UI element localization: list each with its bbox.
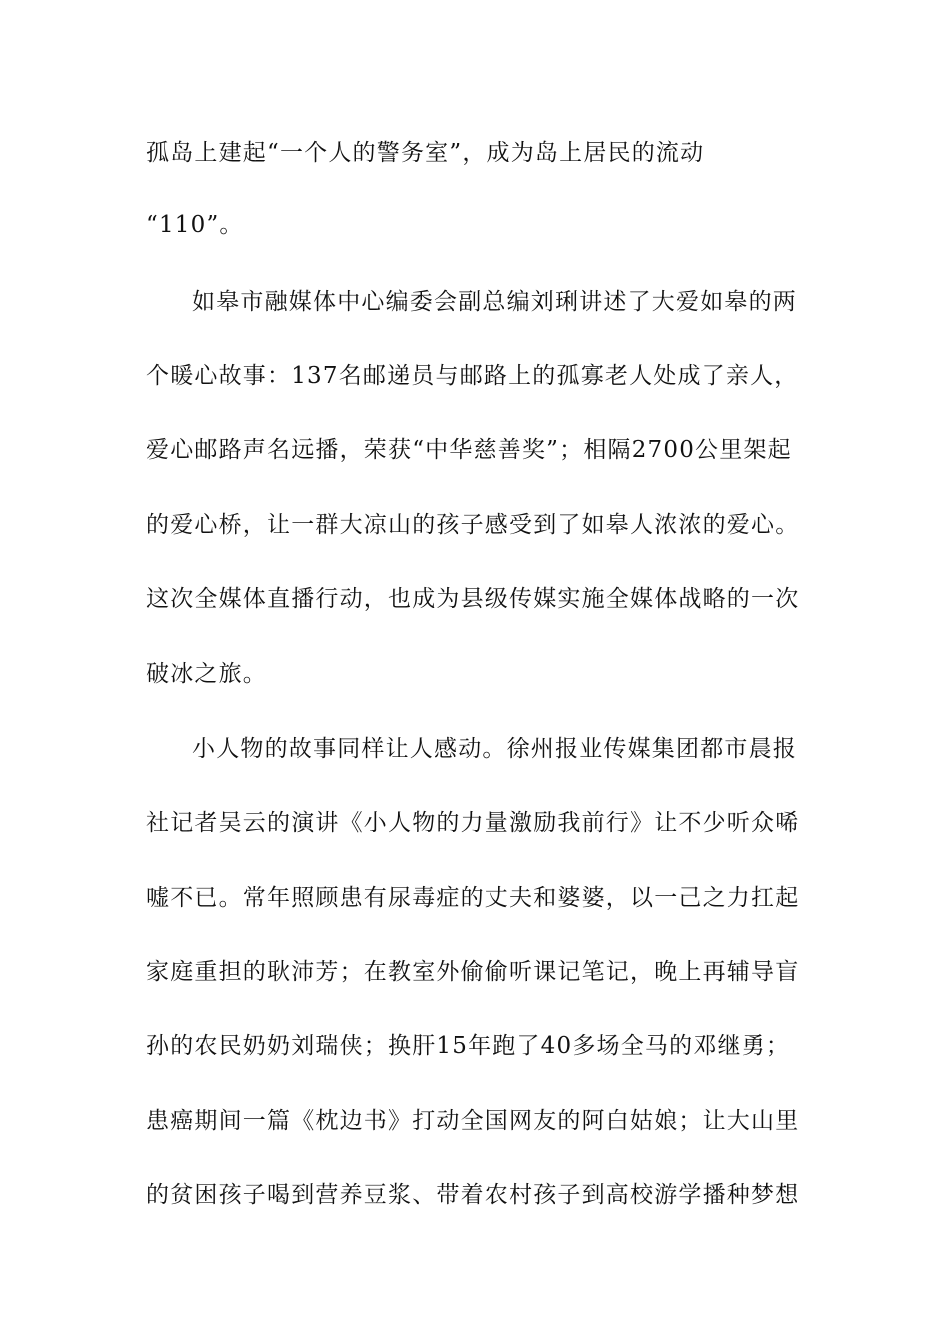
text-line: 的爱心桥，让一群大凉山的孩子感受到了如皋人浓浓的爱心。 — [146, 512, 800, 538]
text-line: 孤岛上建起“一个人的警务室”，成为岛上居民的流动 — [146, 140, 705, 166]
text-line: 社记者吴云的演讲《小人物的力量激励我前行》让不少听众唏 — [146, 810, 800, 836]
text-line: 破冰之旅。 — [146, 661, 267, 687]
text-line: 患癌期间一篇《枕边书》打动全国网友的阿白姑娘；让大山里 — [146, 1108, 800, 1134]
text-line: 小人物的故事同样让人感动。徐州报业传媒集团都市晨报 — [192, 736, 797, 762]
text-line: 个暖心故事：137名邮递员与邮路上的孤寡老人处成了亲人， — [146, 363, 799, 389]
text-line: 如皋市融媒体中心编委会副总编刘琍讲述了大爱如皋的两 — [192, 289, 797, 315]
text-line: 的贫困孩子喝到营养豆浆、带着农村孩子到高校游学播种梦想 — [146, 1182, 800, 1208]
text-line: 爱心邮路声名远播，荣获“中华慈善奖”；相隔2700公里架起 — [146, 437, 792, 463]
text-line: 家庭重担的耿沛芳；在教室外偷偷听课记笔记，晚上再辅导盲 — [146, 959, 800, 985]
text-line: “110”。 — [146, 212, 244, 238]
text-line: 这次全媒体直播行动，也成为县级传媒实施全媒体战略的一次 — [146, 586, 800, 612]
text-line: 孙的农民奶奶刘瑞侠；换肝15年跑了40多场全马的邓继勇； — [146, 1033, 791, 1059]
text-line: 嘘不已。常年照顾患有尿毒症的丈夫和婆婆，以一己之力扛起 — [146, 885, 800, 911]
